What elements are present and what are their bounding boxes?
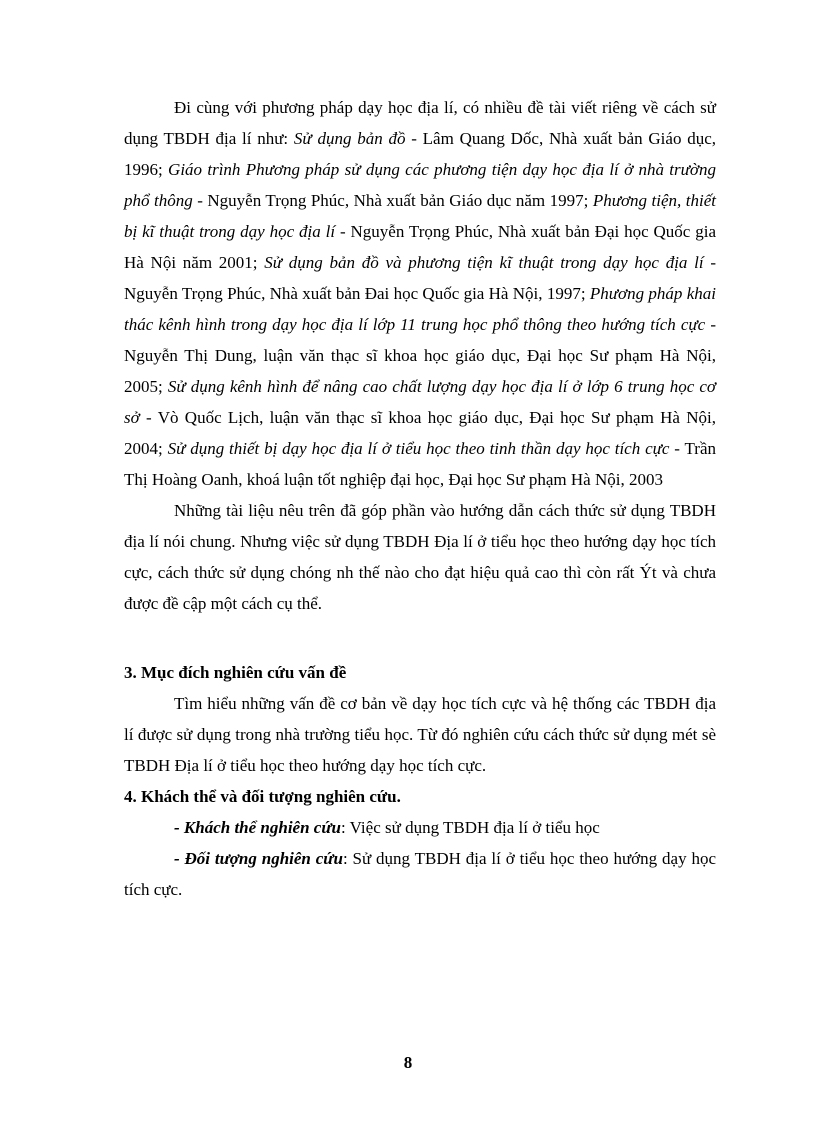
page-number: 8: [403, 1053, 413, 1072]
section-4-heading: 4. Khách thể và đối tượng nghiên cứu.: [124, 787, 401, 806]
item-text: : Sử dụng TBDH địa lí ở tiểu học theo hướng dạy học tích cực.: [124, 849, 716, 899]
text-run: - Nguyễn Thị Dung, luận văn thạc sĩ khoa học giáo dục, Đại học Sư phạm Hà Nội, 2005;: [124, 315, 716, 396]
book-title: Sử dụng bản đồ: [293, 129, 406, 148]
text-run: - Nguyễn Trọng Phúc, Nhà xuất bản Đại học Quốc gia Hà Nội năm 2001;: [124, 222, 716, 272]
literature-review-paragraph: [124, 92, 716, 495]
research-object-item: [124, 843, 716, 905]
book-title: Sử dụng kênh hình để nâng cao chất lượng dạy học địa lí ở lớp 6 trung học cơ sở: [124, 377, 716, 427]
research-subject-item: [124, 812, 716, 843]
book-title: Phương pháp khai thác kênh hình trong dạy học địa lí lớp 11 trung học phổ thông theo hướng tích cực: [124, 284, 716, 334]
text-run: - Trần Thị Hoàng Oanh, khoá luận tốt nghiệp đại học, Đại học Sư phạm Hà Nội, 2003: [124, 439, 716, 489]
text-run: Đi cùng với phương pháp dạy học địa lí, có nhiều đề tài viết riêng về cách sử dụng TBDH địa lí như:: [124, 98, 716, 148]
text-run: - Nguyễn Trọng Phúc, Nhà xuất bản Đai học Quốc gia Hà Nội, 1997;: [124, 253, 716, 303]
text-run: - Vò Quốc Lịch, luận văn thạc sĩ khoa học giáo dục, Đại học Sư phạm Hà Nội, 2004;: [124, 408, 716, 458]
item-label: - Khách thể nghiên cứu: [174, 818, 341, 837]
book-title: Giáo trình Phương pháp sử dụng các phương tiện dạy học địa lí ở nhà trường phổ thông: [124, 160, 716, 210]
section-3-body: Tìm hiểu những vấn đề cơ bản về dạy học tích cực và hệ thống các TBDH địa lí được sử dụng trong nhà trường tiểu học. Từ đó nghiên cứu cách thức sử dụng mét sè TBDH Địa lí ở tiểu học theo hướng dạy học tích cực.: [124, 694, 716, 775]
text-run: - Nguyễn Trọng Phúc, Nhà xuất bản Giáo dục năm 1997;: [192, 191, 593, 210]
book-title: Phương tiện, thiết bị kĩ thuật trong dạy học địa lí: [124, 191, 717, 241]
item-text: : Việc sử dụng TBDH địa lí ở tiểu học: [341, 818, 600, 837]
text-run: - Lâm Quang Dốc, Nhà xuất bản Giáo dục, 1996;: [124, 129, 717, 179]
document-page: [124, 92, 716, 905]
spacer: [124, 619, 716, 657]
book-title: Sử dụng bản đồ và phương tiện kĩ thuật trong dạy học địa lí: [264, 253, 704, 272]
book-title: Sử dụng thiết bị dạy học địa lí ở tiểu học theo tinh thần dạy học tích cực: [167, 439, 670, 458]
summary-paragraph: Những tài liệu nêu trên đã góp phần vào hướng dẫn cách thức sử dụng TBDH địa lí nói chung. Nhưng việc sử dụng TBDH Địa lí ở tiểu học theo hướng dạy học tích cực, cách thức sử dụng chóng nh thế nào cho đạt hiệu quả cao thì còn rất Ýt và chưa được đề cập một cách cụ thể.: [124, 501, 716, 613]
item-label: - Đối tượng nghiên cứu: [174, 849, 343, 868]
section-3-heading: 3. Mục đích nghiên cứu vấn đề: [124, 663, 347, 682]
